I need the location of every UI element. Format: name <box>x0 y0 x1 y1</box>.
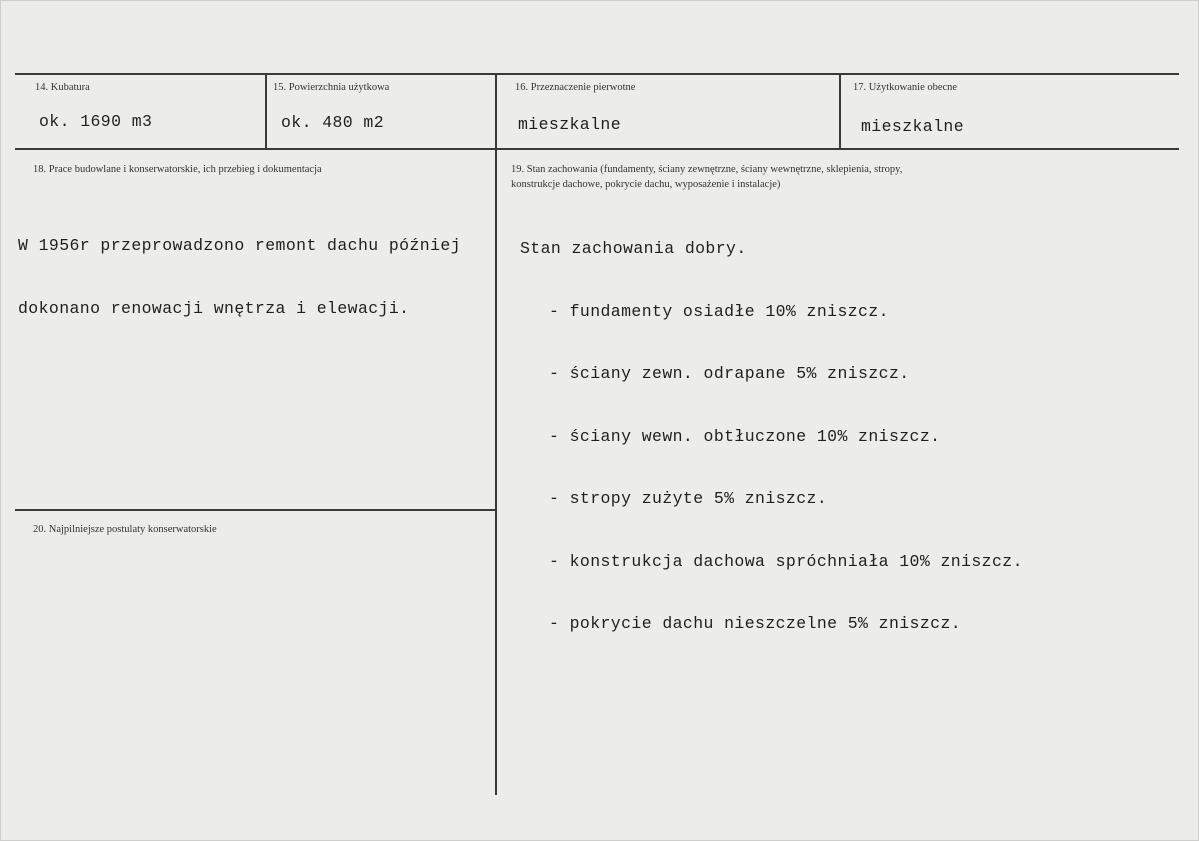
field-18-label: 18. Prace budowlane i konserwatorskie, ich przebieg i dokumentacja <box>33 164 322 175</box>
field-19-label-line2: konstrukcje dachowe, pokrycie dachu, wyposażenie i instalacje) <box>511 179 781 190</box>
field-19-line: - konstrukcja dachowa spróchniała 10% zniszcz. <box>549 551 1023 571</box>
field-17-label: 17. Użytkowanie obecne <box>853 82 958 93</box>
field-19-line: - ściany zewn. odrapane 5% zniszcz. <box>549 364 910 383</box>
divider-16-17 <box>839 73 841 149</box>
row-divider <box>15 148 1179 150</box>
field-14-label: 14. Kubatura <box>35 82 90 93</box>
main-vertical-divider <box>495 73 497 795</box>
field-19-line: - ściany wewn. obtłuczone 10% zniszcz. <box>549 426 941 446</box>
field-20-label: 20. Najpilniejsze postulaty konserwatorskie <box>33 524 217 535</box>
divider-14-15 <box>265 73 267 149</box>
field-17-value: mieszkalne <box>861 117 965 136</box>
field-19-text <box>520 199 1023 675</box>
field-15-label: 15. Powierzchnia użytkowa <box>273 82 390 93</box>
field-18-line: W 1956r przeprowadzono remont dachu później <box>18 236 461 255</box>
field-14-value: ok. 1690 m3 <box>39 112 153 131</box>
field-16-label: 16. Przeznaczenie pierwotne <box>515 82 636 93</box>
field-19-label <box>511 162 902 192</box>
field-19-line: - pokrycie dachu nieszczelne 5% zniszcz. <box>549 614 962 633</box>
field-16-value: mieszkalne <box>518 115 622 134</box>
field-19-line: - stropy zużyte 5% zniszcz. <box>549 489 828 508</box>
field-18-text <box>18 196 461 359</box>
field-19-line: Stan zachowania dobry. <box>520 239 747 258</box>
field-19-line: - fundamenty osiadłe 10% zniszcz. <box>549 301 889 321</box>
left-column-divider <box>15 509 495 511</box>
field-15-value: ok. 480 m2 <box>281 113 385 132</box>
field-19-label-line1: 19. Stan zachowania (fundamenty, ściany zewnętrzne, ściany wewnętrzne, sklepienia, stropy, <box>511 164 903 175</box>
field-18-line: dokonano renowacji wnętrza i elewacji. <box>18 298 410 318</box>
top-rule <box>15 73 1179 75</box>
